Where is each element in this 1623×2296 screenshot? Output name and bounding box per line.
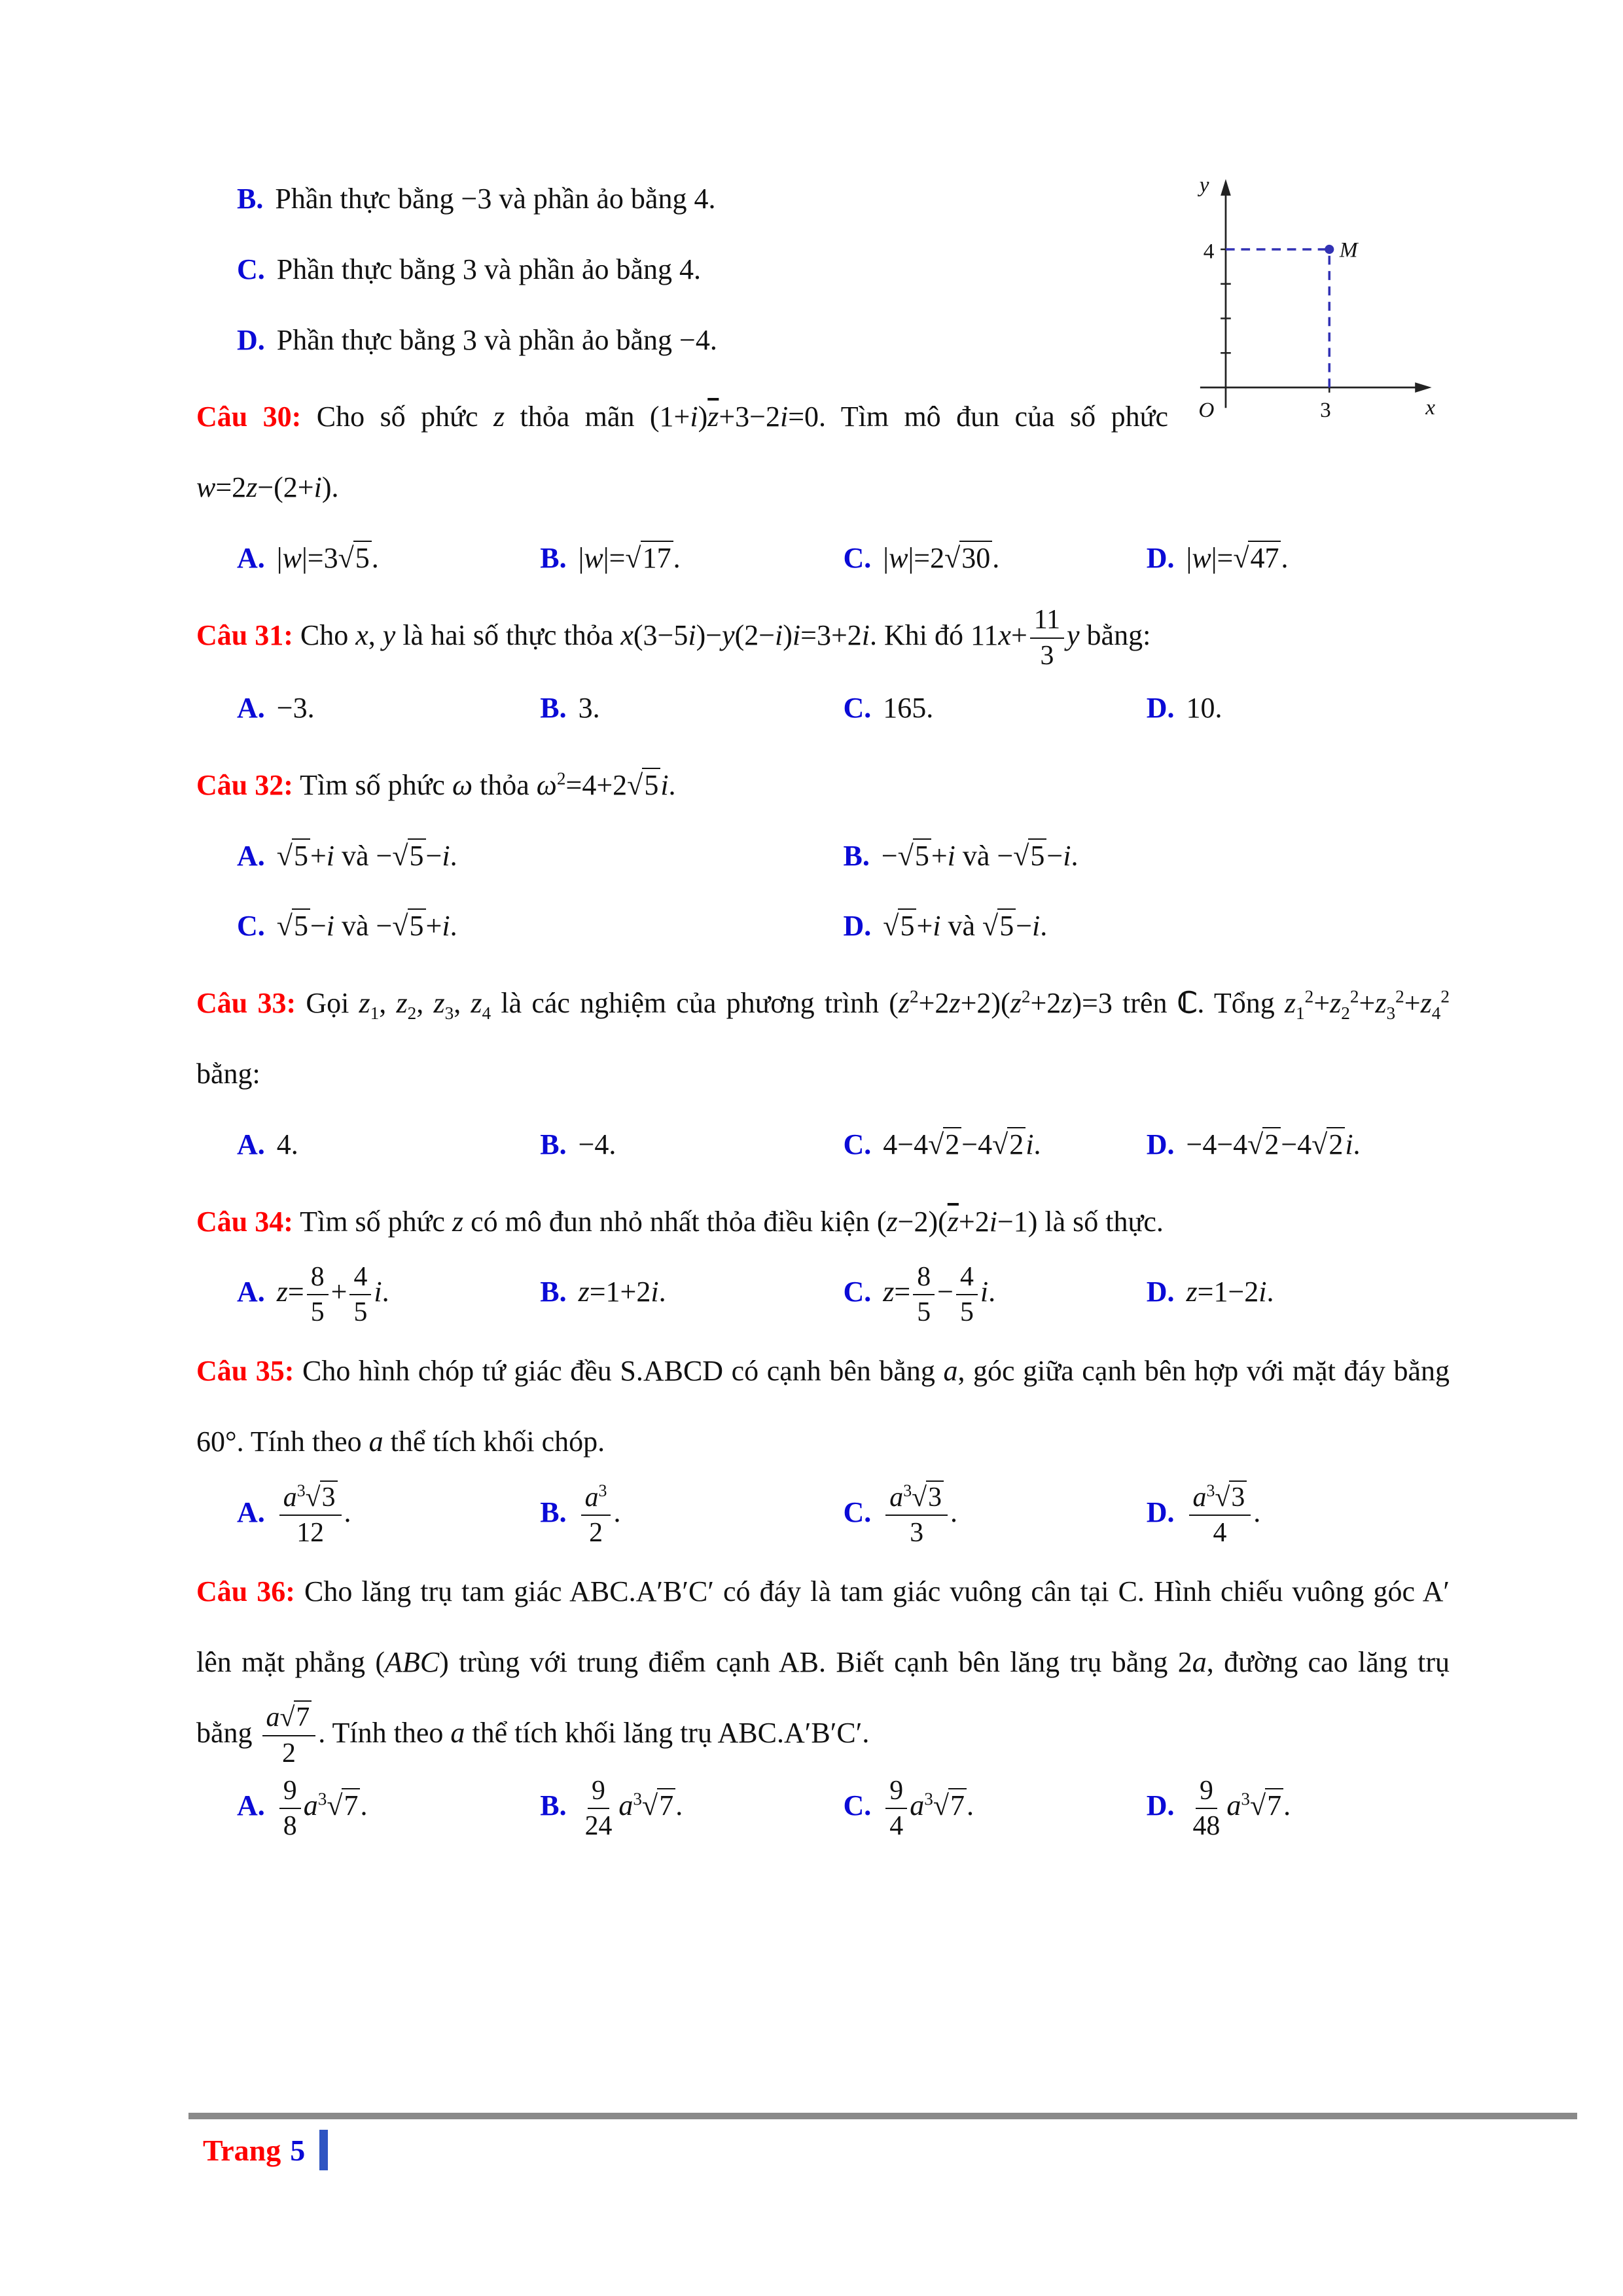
text-fragment: thỏa mãn (505, 401, 650, 433)
question-number: Câu 30: (196, 401, 302, 433)
x-axis-label: x (1425, 395, 1436, 420)
option-C (844, 1477, 1147, 1550)
option-C (237, 891, 844, 961)
question-text (196, 1336, 1450, 1477)
option-label: B. (540, 1128, 567, 1160)
text-fragment: bằng: (1079, 619, 1151, 651)
option-label: B. (237, 183, 264, 215)
footer-page-label: Trang (203, 2133, 281, 2167)
math-fragment: x, y (355, 619, 396, 651)
y-value-label: 4 (1203, 239, 1215, 264)
question-text (196, 750, 1450, 821)
math-fragment: 3. (578, 691, 600, 724)
option-B (540, 1257, 843, 1327)
options (196, 1770, 1450, 1843)
text-fragment: thể tích khối chóp. (383, 1426, 605, 1458)
option-label: D. (1146, 541, 1175, 574)
text-fragment: Tính theo (325, 1716, 451, 1749)
x-value-label: 3 (1320, 397, 1331, 422)
option-A (237, 1109, 540, 1180)
text-fragment: Cho (300, 619, 356, 651)
text-fragment: Gọi (306, 987, 359, 1020)
text-fragment: và phần ảo bằng 4. (491, 183, 716, 215)
math-fragment: z= $\frac{8}{5}$ + $\frac{4}{5}$ i. (277, 1276, 389, 1308)
math-fragment: z (493, 401, 505, 433)
question-number: Câu 35: (196, 1355, 294, 1388)
math-fragment: √5+i (883, 910, 941, 942)
math-fragment: (ABC) (375, 1645, 449, 1678)
option-label: A. (237, 691, 265, 724)
complex-plane-diagram (1168, 164, 1450, 439)
option-A (237, 1770, 540, 1843)
option-A (237, 1257, 540, 1329)
option-label: B. (540, 691, 567, 724)
option-label: C. (843, 691, 872, 724)
math-fragment: 2a, (1177, 1645, 1214, 1678)
text-fragment: Tìm số phức (300, 1205, 452, 1238)
option-C (844, 523, 1147, 594)
math-fragment: −√5−i. (376, 839, 457, 872)
option-label: C. (843, 1496, 872, 1529)
math-fragment: 4−4√2−4√2i. (883, 1128, 1041, 1160)
option-B (540, 1477, 843, 1550)
math-fragment: ℂ. (1177, 987, 1205, 1020)
option-label: D. (1146, 1276, 1175, 1308)
math-fragment: 10. (1186, 691, 1222, 724)
text-fragment: và (334, 910, 376, 942)
math-fragment: $z_1^2+z_2^2+z_3^2+z_4^2$ (1284, 986, 1450, 1023)
math-fragment: 165. (883, 691, 934, 724)
option-label: C. (843, 1276, 872, 1308)
option-label: D. (843, 910, 872, 942)
question-number: Câu 36: (196, 1575, 295, 1608)
question-31 (196, 600, 1450, 744)
question-number: Câu 34: (196, 1205, 293, 1238)
math-fragment: √5−i. (982, 910, 1048, 942)
math-fragment: z=1+2i. (578, 1276, 666, 1308)
text-fragment: Cho số phức (316, 401, 493, 433)
text-fragment: là hai số thực thỏa (395, 619, 621, 651)
option-B (540, 523, 843, 594)
text-fragment: thỏa (473, 768, 537, 801)
question-text (196, 1187, 1450, 1257)
point-m-label: M (1339, 238, 1358, 262)
option-label: B. (540, 1789, 567, 1821)
text-fragment: Cho hình chóp tứ giác đều S.ABCD có cạnh bên bằng (302, 1355, 944, 1388)
option-C (844, 1770, 1147, 1843)
option-D (1147, 1477, 1450, 1550)
math-fragment: a (368, 1426, 383, 1458)
option-label: D. (1146, 1496, 1175, 1529)
question-35 (196, 1336, 1450, 1550)
question-34 (196, 1187, 1450, 1330)
option-D (844, 891, 1450, 961)
option-label: C. (843, 1789, 872, 1821)
option-label: B. (540, 541, 567, 574)
option-C (844, 1257, 1147, 1329)
math-fragment: −3 (461, 183, 492, 215)
footer-rule (188, 2113, 1577, 2119)
question-33 (196, 968, 1450, 1179)
options (196, 1109, 1450, 1180)
math-fragment: −3. (276, 691, 315, 724)
question-36 (196, 1556, 1450, 1843)
text-fragment: đường cao lăng trụ bằng (196, 1645, 1450, 1749)
option-label: A. (237, 1496, 265, 1529)
text-fragment: trùng với trung điểm cạnh AB. Biết cạnh bên lăng trụ bằng (448, 1645, 1178, 1678)
point-m-dot (1325, 245, 1334, 254)
question-text (196, 600, 1450, 673)
y-axis-label: y (1199, 172, 1209, 197)
options (196, 673, 1450, 744)
option-C (844, 673, 1147, 744)
math-fragment: −4−4√2−4√2i. (1186, 1128, 1361, 1160)
math-fragment: −√5−i. (997, 839, 1079, 872)
page-content (196, 164, 1450, 1850)
option-A (237, 523, 540, 594)
origin-label: O (1198, 397, 1215, 422)
math-fragment: z= $\frac{8}{5}$ − $\frac{4}{5}$ i. (883, 1276, 995, 1308)
math-fragment: 4. (276, 1128, 298, 1160)
math-fragment: −4. (679, 323, 717, 356)
math-fragment: $\frac{9}{24}$ $a^3√7$. (579, 1789, 683, 1821)
option-B (540, 1109, 843, 1180)
options (196, 523, 1450, 594)
option-D (1147, 1770, 1450, 1843)
math-fragment: $\frac{a^3√3}{12}$ . (277, 1496, 351, 1528)
math-fragment: z=1−2i. (1186, 1276, 1274, 1308)
math-fragment: z (452, 1205, 464, 1238)
math-fragment: $\frac{a√7}{2}$ . (260, 1717, 326, 1749)
math-fragment: −√5+i (881, 839, 955, 872)
text-fragment: trên (1112, 987, 1177, 1020)
option-label: B. (540, 1276, 567, 1308)
text-fragment: Khi đó (877, 619, 971, 651)
math-fragment: a (450, 1716, 465, 1749)
math-fragment: $\omega^2=4+2√5i$. (536, 768, 676, 801)
option-D (1147, 673, 1450, 744)
math-fragment: |w|=√47. (1186, 541, 1289, 574)
question-number: Câu 33: (196, 987, 296, 1020)
footer-page-number: 5 (290, 2133, 306, 2167)
math-fragment: √5−i (276, 910, 334, 942)
question-text (196, 1556, 1450, 1770)
math-fragment: w=2z−(2+i). (196, 471, 339, 504)
text-fragment: Phần thực bằng 3 và phần ảo bằng (276, 323, 680, 356)
text-fragment: thể tích khối lăng trụ ABC.A′B′C′. (465, 1716, 870, 1749)
option-label: C. (237, 253, 265, 285)
text-fragment: là số thực. (1037, 1205, 1164, 1238)
option-label: D. (1146, 1128, 1175, 1160)
math-fragment: $(1+i)\overline{z}+3-2i=0$. (649, 401, 827, 433)
options (196, 1477, 1450, 1550)
option-label: B. (843, 839, 870, 872)
option-A (237, 673, 540, 744)
math-fragment: $\frac{a^3}{2}$ . (579, 1496, 621, 1528)
text-fragment: Phần thực bằng 3 và phần ảo bằng 4. (276, 253, 702, 285)
option-label: A. (237, 541, 265, 574)
text-fragment: Cho lăng trụ tam giác ABC.A′B′C′ có đáy là tam giác vuông cân tại C. Hình chiếu vuông góc A′ lên mặt phẳng (196, 1575, 1450, 1678)
math-fragment: √5+i (276, 839, 334, 872)
math-fragment: −4. (578, 1128, 616, 1160)
math-fragment: |w|=3√5. (276, 541, 379, 574)
question-number: Câu 31: (196, 619, 293, 651)
question-text (196, 968, 1450, 1109)
option-A (237, 821, 844, 891)
text-fragment: và (334, 839, 376, 872)
text-fragment: và (955, 839, 997, 872)
text-fragment: Tìm số phức (300, 768, 452, 801)
math-fragment: ω (452, 768, 473, 801)
text-fragment: là các nghiệm của phương trình (491, 987, 889, 1020)
y-axis-arrow-icon (1221, 179, 1231, 195)
math-fragment: 11x+ $\frac{11}{3}$ y (971, 619, 1080, 651)
option-B (540, 673, 843, 744)
math-fragment: 60°. (196, 1426, 244, 1458)
option-B (540, 1770, 843, 1843)
option-C (844, 1109, 1147, 1180)
option-label: A. (237, 1128, 265, 1160)
text-fragment: và (940, 910, 983, 942)
option-A (237, 1477, 540, 1550)
text-fragment: góc giữa cạnh bên hợp với mặt đáy bằng (965, 1355, 1450, 1388)
math-fragment: $\frac{a^3√3}{3}$ . (883, 1496, 957, 1528)
option-label: C. (843, 541, 872, 574)
math-fragment: a, (943, 1355, 965, 1388)
footer-blue-bar (319, 2130, 328, 2170)
math-fragment: |w|=2√30. (883, 541, 1000, 574)
option-D (1147, 1109, 1450, 1180)
option-label: D. (237, 323, 265, 356)
math-fragment: $z_1$, $z_2$, $z_3$, $z_4$ (359, 987, 491, 1023)
math-fragment: $\frac{9}{4}$ $a^3√7$. (883, 1789, 974, 1821)
complex-plane-svg (1168, 164, 1450, 439)
question-32 (196, 750, 1450, 961)
math-fragment: $(z^2+2z+2)(z^2+2z)=3$ (889, 986, 1113, 1020)
math-fragment: $\frac{a^3√3}{4}$ . (1186, 1496, 1261, 1528)
options (196, 1257, 1450, 1329)
option-label: B. (540, 1496, 567, 1529)
option-D (1147, 1257, 1450, 1327)
option-label: A. (237, 1789, 265, 1821)
option-label: C. (843, 1128, 872, 1160)
math-fragment: $\frac{9}{48}$ $a^3√7$. (1186, 1789, 1291, 1821)
text-fragment: bằng: (196, 1057, 260, 1090)
text-fragment: có mô đun nhỏ nhất thỏa điều kiện (463, 1205, 877, 1238)
math-fragment: x(3−5i)−y(2−i)i=3+2i. (620, 619, 878, 651)
text-fragment: Tính theo (243, 1426, 369, 1458)
footer-line (203, 2130, 1623, 2170)
option-label: D. (1146, 691, 1175, 724)
text-fragment: Tìm mô đun của số phức (826, 401, 1168, 433)
option-label: A. (237, 1276, 265, 1308)
options (196, 821, 1450, 962)
math-fragment: −√5+i. (376, 910, 457, 942)
text-fragment: Tổng (1204, 987, 1285, 1020)
page-footer (0, 2113, 1623, 2170)
text-fragment: Phần thực bằng (275, 183, 461, 215)
math-fragment: |w|=√17. (578, 541, 681, 574)
option-D (1147, 523, 1450, 594)
x-axis-arrow-icon (1415, 382, 1431, 393)
option-label: D. (1146, 1789, 1175, 1821)
math-fragment: $(z-2)(\overline{z}+2i-1)$ (876, 1205, 1038, 1238)
math-fragment: $\frac{9}{8}$ $a^3√7$. (277, 1789, 368, 1821)
option-B (844, 821, 1450, 891)
option-label: C. (237, 910, 265, 942)
question-number: Câu 32: (196, 768, 293, 801)
option-label: A. (237, 839, 265, 872)
